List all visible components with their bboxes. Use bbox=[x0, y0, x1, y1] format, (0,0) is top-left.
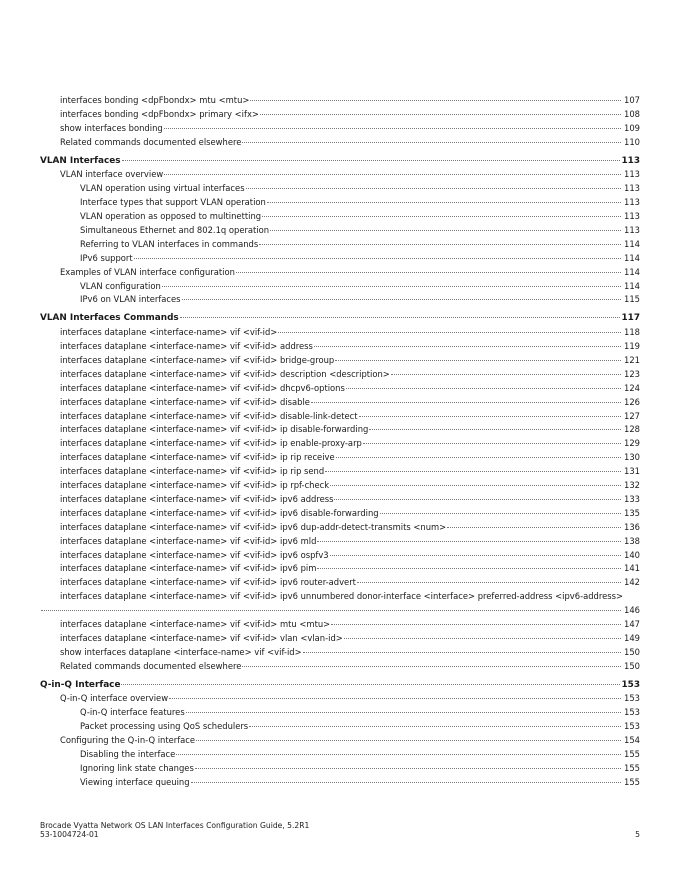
dot-leader bbox=[249, 726, 621, 727]
toc-page-number[interactable]: 153 bbox=[621, 679, 640, 690]
toc-entry[interactable] bbox=[40, 646, 640, 660]
toc-entry[interactable] bbox=[40, 734, 640, 748]
toc-entry[interactable] bbox=[40, 618, 640, 632]
toc-entry-title[interactable]: interfaces dataplane <interface-name> vif <vif-id> disable-link-detect bbox=[60, 410, 358, 421]
dot-leader bbox=[242, 666, 621, 667]
toc-entry-title[interactable]: VLAN configuration bbox=[80, 280, 161, 291]
toc-entry[interactable] bbox=[40, 368, 640, 382]
toc-page-number[interactable]: 115 bbox=[624, 294, 640, 305]
toc-page-number[interactable]: 107 bbox=[624, 95, 640, 105]
dot-leader bbox=[334, 499, 621, 500]
toc-entry-title[interactable]: VLAN operation as opposed to multinetting bbox=[80, 211, 262, 222]
toc-entry-title[interactable]: VLAN operation using virtual interfaces bbox=[80, 183, 245, 194]
toc-entry[interactable] bbox=[40, 340, 640, 354]
toc-page-number[interactable]: 155 bbox=[624, 748, 640, 759]
toc-page-number[interactable]: 126 bbox=[624, 396, 640, 407]
toc-entry[interactable] bbox=[40, 382, 640, 396]
toc-entry-title[interactable]: interfaces dataplane <interface-name> vif <vif-id> bbox=[60, 327, 278, 338]
dot-leader bbox=[196, 740, 621, 741]
toc-page-number[interactable]: 128 bbox=[624, 424, 640, 435]
toc-entry[interactable] bbox=[40, 266, 640, 280]
toc-entry[interactable] bbox=[40, 437, 640, 451]
toc-page-number[interactable]: 131 bbox=[624, 466, 640, 477]
dot-leader bbox=[186, 712, 621, 713]
toc-entry-title[interactable]: VLAN interface overview bbox=[60, 169, 164, 180]
dot-leader bbox=[191, 782, 621, 783]
toc-entry-title[interactable]: interfaces dataplane <interface-name> vif <vif-id> ipv6 mld bbox=[60, 535, 317, 546]
dot-leader bbox=[267, 202, 621, 203]
toc-entry[interactable] bbox=[40, 692, 640, 706]
toc-entry-title[interactable]: IPv6 on VLAN interfaces bbox=[80, 294, 181, 305]
dot-leader bbox=[122, 160, 621, 161]
dot-leader bbox=[330, 555, 621, 556]
toc-chapter-entry[interactable] bbox=[40, 679, 640, 693]
toc-entry-title[interactable]: interfaces dataplane <interface-name> vif <vif-id> description <description> bbox=[60, 368, 390, 379]
toc-chapter-entry[interactable] bbox=[40, 155, 640, 169]
toc-page-number[interactable]: 121 bbox=[624, 355, 640, 366]
toc-entry[interactable] bbox=[40, 396, 640, 410]
toc-entry-title[interactable]: interfaces dataplane <interface-name> vif <vif-id> bridge-group bbox=[60, 355, 335, 366]
toc-entry-title[interactable]: interfaces dataplane <interface-name> vif <vif-id> ipv6 ospfv3 bbox=[60, 549, 329, 560]
toc-entry-title[interactable]: Configuring the Q-in-Q interface bbox=[60, 735, 196, 746]
dot-leader bbox=[164, 174, 621, 175]
dot-leader bbox=[262, 216, 621, 217]
toc-entry[interactable] bbox=[40, 410, 640, 424]
toc-entry[interactable] bbox=[40, 576, 640, 590]
toc-entry[interactable] bbox=[40, 562, 640, 576]
toc-entry[interactable] bbox=[40, 280, 640, 294]
dot-leader bbox=[380, 513, 621, 514]
toc-entry[interactable] bbox=[40, 535, 640, 549]
toc-page-number[interactable]: 118 bbox=[624, 327, 640, 338]
toc-page-number[interactable]: 138 bbox=[624, 535, 640, 546]
toc-page-number[interactable]: 153 bbox=[624, 721, 640, 732]
page-footer bbox=[40, 821, 640, 839]
toc-page-number[interactable]: 147 bbox=[624, 618, 640, 629]
toc-entry-title[interactable]: interfaces dataplane <interface-name> vif <vif-id> ipv6 dup-addr-detect-transmits <num> bbox=[60, 521, 447, 532]
toc-entry[interactable] bbox=[40, 660, 640, 674]
dot-leader bbox=[176, 754, 621, 755]
toc-page-number[interactable]: 155 bbox=[624, 762, 640, 773]
toc-page-number[interactable]: 109 bbox=[624, 122, 640, 133]
toc-entry-title[interactable]: interfaces dataplane <interface-name> vif <vif-id> disable bbox=[60, 396, 310, 407]
toc-entry-title[interactable]: interfaces dataplane <interface-name> vif <vif-id> vlan <vlan-id> bbox=[60, 632, 343, 643]
dot-leader bbox=[278, 332, 621, 333]
toc-entry[interactable] bbox=[40, 465, 640, 479]
dot-leader bbox=[335, 360, 621, 361]
toc-page-number[interactable]: 135 bbox=[624, 507, 640, 518]
toc-entry-title[interactable]: show interfaces bonding bbox=[60, 122, 163, 133]
dot-leader bbox=[182, 299, 621, 300]
toc-entry[interactable] bbox=[40, 168, 640, 182]
toc-entry[interactable] bbox=[40, 493, 640, 507]
toc-entry-title[interactable]: interfaces dataplane <interface-name> vif <vif-id> ip rpf-check bbox=[60, 480, 330, 491]
toc-entry[interactable] bbox=[40, 762, 640, 776]
toc-entry-title[interactable]: interfaces dataplane <interface-name> vif <vif-id> dhcpv6-options bbox=[60, 382, 345, 393]
toc-page-number[interactable]: 153 bbox=[624, 693, 640, 704]
toc-page-number[interactable]: 117 bbox=[621, 313, 640, 324]
toc-entry-title[interactable]: interfaces dataplane <interface-name> vif <vif-id> mtu <mtu> bbox=[60, 618, 331, 629]
toc-entry[interactable] bbox=[40, 590, 640, 604]
dot-leader bbox=[121, 684, 620, 685]
dot-leader bbox=[325, 471, 621, 472]
toc-entry-title[interactable]: Disabling the interface bbox=[80, 748, 176, 759]
dot-leader bbox=[391, 374, 621, 375]
footer-page-number: 5 bbox=[635, 830, 640, 839]
toc-entry[interactable] bbox=[40, 776, 640, 790]
toc-page-number[interactable]: 150 bbox=[624, 646, 640, 657]
toc-page-number[interactable]: 113 bbox=[624, 225, 640, 236]
toc-entry[interactable] bbox=[40, 238, 640, 252]
toc-entry[interactable] bbox=[40, 706, 640, 720]
toc-chapter-entry[interactable] bbox=[40, 312, 640, 326]
toc-entry-title[interactable]: interfaces bonding <dpFbondx> mtu <mtu> bbox=[60, 95, 250, 105]
toc-entry-title[interactable]: interfaces dataplane <interface-name> vif <vif-id> ip disable-forwarding bbox=[60, 424, 369, 435]
toc-entry-title[interactable]: Simultaneous Ethernet and 802.1q operation bbox=[80, 225, 270, 236]
toc-entry[interactable] bbox=[40, 521, 640, 535]
toc-entry-title[interactable]: Related commands documented elsewhere bbox=[60, 660, 242, 671]
dot-leader bbox=[369, 429, 621, 430]
toc-entry-title[interactable]: interfaces dataplane <interface-name> vif <vif-id> ipv6 pim bbox=[60, 563, 317, 574]
toc-page-number[interactable]: 155 bbox=[624, 776, 640, 787]
toc-entry[interactable] bbox=[40, 326, 640, 340]
toc-page-number[interactable]: 141 bbox=[624, 563, 640, 574]
dot-leader bbox=[259, 244, 621, 245]
dot-leader bbox=[250, 100, 621, 101]
footer-guide-title: Brocade Vyatta Network OS LAN Interfaces Configuration Guide, 5.2R1 bbox=[40, 821, 310, 830]
toc-entry[interactable] bbox=[40, 196, 640, 210]
toc-entry-continuation[interactable] bbox=[40, 604, 640, 618]
toc-entry-title[interactable]: Packet processing using QoS schedulers bbox=[80, 721, 249, 732]
toc-entry-title[interactable]: interfaces dataplane <interface-name> vif <vif-id> address bbox=[60, 341, 313, 352]
toc-entry-title[interactable]: interfaces dataplane <interface-name> vif <vif-id> ip rip send bbox=[60, 466, 325, 477]
toc-entry[interactable] bbox=[40, 94, 640, 108]
toc-page-number[interactable]: 114 bbox=[624, 238, 640, 249]
dot-leader bbox=[260, 114, 621, 115]
toc-page-number[interactable]: 132 bbox=[624, 480, 640, 491]
dot-leader bbox=[236, 272, 621, 273]
dot-leader bbox=[311, 402, 621, 403]
toc-entry[interactable] bbox=[40, 136, 640, 150]
toc-entry[interactable] bbox=[40, 507, 640, 521]
toc-page-number[interactable]: 129 bbox=[624, 438, 640, 449]
dot-leader bbox=[242, 142, 621, 143]
toc-entry[interactable] bbox=[40, 451, 640, 465]
toc-entry[interactable] bbox=[40, 423, 640, 437]
toc-entry-title[interactable]: interfaces dataplane <interface-name> vif <vif-id> ip rip receive bbox=[60, 452, 335, 463]
toc-entry-title[interactable]: VLAN Interfaces Commands bbox=[40, 313, 179, 324]
toc-entry[interactable] bbox=[40, 252, 640, 266]
toc-page-number[interactable]: 149 bbox=[624, 632, 640, 643]
toc-page-number[interactable]: 142 bbox=[624, 577, 640, 588]
dot-leader bbox=[357, 582, 621, 583]
dot-leader bbox=[169, 698, 621, 699]
toc-entry[interactable] bbox=[40, 748, 640, 762]
dot-leader bbox=[314, 346, 621, 347]
dot-leader bbox=[270, 230, 621, 231]
toc-page-number[interactable]: 108 bbox=[624, 108, 640, 119]
toc-entry-title[interactable]: IPv6 support bbox=[80, 252, 133, 263]
toc-entry-title[interactable]: interfaces dataplane <interface-name> vif <vif-id> ipv6 disable-forwarding bbox=[60, 507, 379, 518]
toc-entry[interactable] bbox=[40, 720, 640, 734]
toc-page-number[interactable]: 113 bbox=[624, 197, 640, 208]
toc-entry[interactable] bbox=[40, 354, 640, 368]
dot-leader bbox=[41, 610, 621, 611]
toc-entry-title[interactable]: show interfaces dataplane <interface-name> vif <vif-id> bbox=[60, 646, 302, 657]
dot-leader bbox=[330, 485, 621, 486]
toc-entry[interactable] bbox=[40, 224, 640, 238]
toc-entry-title[interactable]: Related commands documented elsewhere bbox=[60, 136, 242, 147]
toc-entry[interactable] bbox=[40, 122, 640, 136]
dot-leader bbox=[359, 416, 621, 417]
dot-leader bbox=[164, 128, 621, 129]
toc-entry[interactable] bbox=[40, 632, 640, 646]
toc-entry-title[interactable]: Referring to VLAN interfaces in commands bbox=[80, 238, 259, 249]
toc-entry[interactable] bbox=[40, 210, 640, 224]
toc-entry-title[interactable]: Q-in-Q interface overview bbox=[60, 693, 169, 704]
toc-page-number[interactable]: 119 bbox=[624, 341, 640, 352]
toc-page-number[interactable]: 146 bbox=[624, 605, 640, 616]
toc-entry[interactable] bbox=[40, 479, 640, 493]
toc-entry-title[interactable]: interfaces dataplane <interface-name> vif <vif-id> ipv6 router-advert bbox=[60, 577, 356, 588]
toc-page-number[interactable]: 153 bbox=[624, 707, 640, 718]
toc-page-number[interactable]: 114 bbox=[624, 266, 640, 277]
dot-leader bbox=[180, 317, 621, 318]
dot-leader bbox=[447, 527, 621, 528]
toc-page-number[interactable]: 114 bbox=[624, 280, 640, 291]
toc-entry[interactable] bbox=[40, 182, 640, 196]
dot-leader bbox=[246, 188, 621, 189]
toc-page-number[interactable]: 113 bbox=[624, 169, 640, 180]
toc-page-number[interactable]: 154 bbox=[624, 735, 640, 746]
dot-leader bbox=[346, 388, 621, 389]
toc-entry-title[interactable]: Q-in-Q Interface bbox=[40, 679, 121, 690]
toc-entry-title[interactable]: interfaces dataplane <interface-name> vif <vif-id> ipv6 unnumbered donor-interface <interface> preferred-address <ipv6-address> bbox=[60, 591, 624, 602]
toc-page-number[interactable]: 140 bbox=[624, 549, 640, 560]
toc-page-number[interactable]: 123 bbox=[624, 368, 640, 379]
toc-page-number[interactable]: 133 bbox=[624, 493, 640, 504]
dot-leader bbox=[363, 443, 621, 444]
dot-leader bbox=[303, 652, 621, 653]
dot-leader bbox=[134, 258, 621, 259]
toc-entry[interactable] bbox=[40, 549, 640, 563]
toc-entry-title[interactable]: Examples of VLAN interface configuration bbox=[60, 266, 235, 277]
dot-leader bbox=[344, 638, 621, 639]
dot-leader bbox=[331, 624, 621, 625]
dot-leader bbox=[317, 541, 621, 542]
toc-entry[interactable] bbox=[40, 293, 640, 307]
footer-doc-number: 53-1004724-01 bbox=[40, 830, 99, 839]
toc-entry-title[interactable]: Interface types that support VLAN operation bbox=[80, 197, 266, 208]
dot-leader bbox=[195, 768, 621, 769]
toc-entry-title[interactable]: interfaces dataplane <interface-name> vif <vif-id> ip enable-proxy-arp bbox=[60, 438, 362, 449]
dot-leader bbox=[162, 286, 621, 287]
toc-page-number[interactable]: 113 bbox=[624, 183, 640, 194]
toc-entry-title[interactable]: Viewing interface queuing bbox=[80, 776, 190, 787]
toc-page-number[interactable]: 127 bbox=[624, 410, 640, 421]
toc-page-number[interactable]: 114 bbox=[624, 252, 640, 263]
toc-page-number[interactable]: 136 bbox=[624, 521, 640, 532]
toc-page-number[interactable]: 124 bbox=[624, 382, 640, 393]
toc-page-number[interactable]: 130 bbox=[624, 452, 640, 463]
toc-page-number[interactable]: 150 bbox=[624, 660, 640, 671]
toc-page-number[interactable]: 110 bbox=[624, 136, 640, 147]
toc-entry-title[interactable]: Ignoring link state changes bbox=[80, 762, 194, 773]
table-of-contents bbox=[40, 94, 640, 790]
dot-leader bbox=[336, 457, 621, 458]
dot-leader bbox=[317, 568, 621, 569]
toc-page-number[interactable]: 113 bbox=[624, 211, 640, 222]
toc-page-number[interactable]: 113 bbox=[621, 155, 640, 166]
toc-entry[interactable] bbox=[40, 108, 640, 122]
toc-entry-title[interactable]: Q-in-Q interface features bbox=[80, 707, 185, 718]
toc-entry-title[interactable]: VLAN Interfaces bbox=[40, 155, 121, 166]
toc-entry-title[interactable]: interfaces dataplane <interface-name> vif <vif-id> ipv6 address bbox=[60, 493, 334, 504]
toc-entry-title[interactable]: interfaces bonding <dpFbondx> primary <ifx> bbox=[60, 108, 259, 119]
